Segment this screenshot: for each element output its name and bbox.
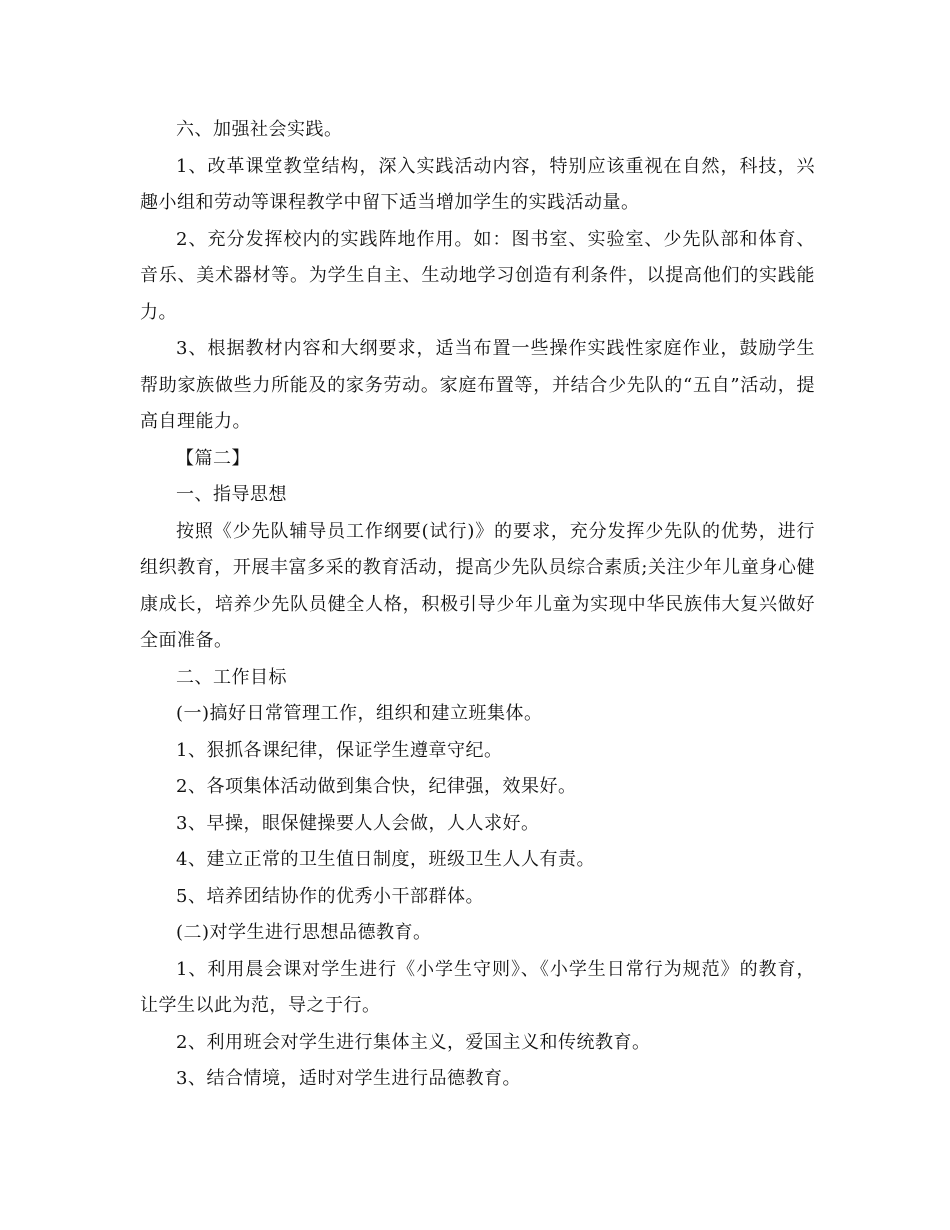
section-heading-guiding-thought: 一、指导思想 xyxy=(176,484,287,505)
list-item: 4、建立正常的卫生值日制度，班级卫生人人有责。 xyxy=(176,849,595,870)
paragraph: 1、改革课堂教堂结构，深入实践活动内容，特别应该重视在自然，科技，兴趣小组和劳动等课程教学中留下适当增加学生的实践活动量。 xyxy=(140,155,815,213)
list-item: 5、培养团结协作的优秀小干部群体。 xyxy=(176,885,484,907)
list-item: 1、狠抓各课纪律，保证学生遵章守纪。 xyxy=(176,739,503,761)
list-item: 3、结合情境，适时对学生进行品德教育。 xyxy=(176,1068,521,1089)
list-item: 2、利用班会对学生进行集体主义，爱国主义和传统教育。 xyxy=(176,1031,651,1053)
list-item: 3、早操，眼保健操要人人会做，人人求好。 xyxy=(176,812,540,834)
list-item: 1、利用晨会课对学生进行《小学生守则》、《小学生日常行为规范》的教育，让学生以此为范，导之于行。 xyxy=(140,958,815,1016)
section-heading-practice: 六、加强社会实践。 xyxy=(176,119,343,140)
document-body xyxy=(140,112,815,1098)
subsection-heading: (一)搞好日常管理工作，组织和建立班集体。 xyxy=(176,703,543,724)
paragraph: 2、充分发挥校内的实践阵地作用。如：图书室、实验室、少先队部和体育、音乐、美术器材等。为学生自主、生动地学习创造有利条件，以提高他们的实践能力。 xyxy=(140,228,815,323)
paragraph: 3、根据教材内容和大纲要求，适当布置一些操作实践性家庭作业，鼓励学生帮助家族做些力所能及的家务劳动。家庭布置等，并结合少先队的“五自”活动，提高自理能力。 xyxy=(140,338,815,432)
list-item: 2、各项集体活动做到集合快，纪律强，效果好。 xyxy=(176,776,577,797)
paragraph: 按照《少先队辅导员工作纲要(试行)》的要求，充分发挥少先队的优势，进行组织教育，开展丰富多采的教育活动，提高少先队员综合素质;关注少年儿童身心健康成长，培养少先队员健全人格，积极引导少年儿童为实现中华民族伟大复兴做好全面准备。 xyxy=(140,520,815,651)
subsection-heading: (二)对学生进行思想品德教育。 xyxy=(176,922,432,943)
part-heading: 【篇二】 xyxy=(176,447,250,469)
section-heading-work-goals: 二、工作目标 xyxy=(176,666,287,688)
